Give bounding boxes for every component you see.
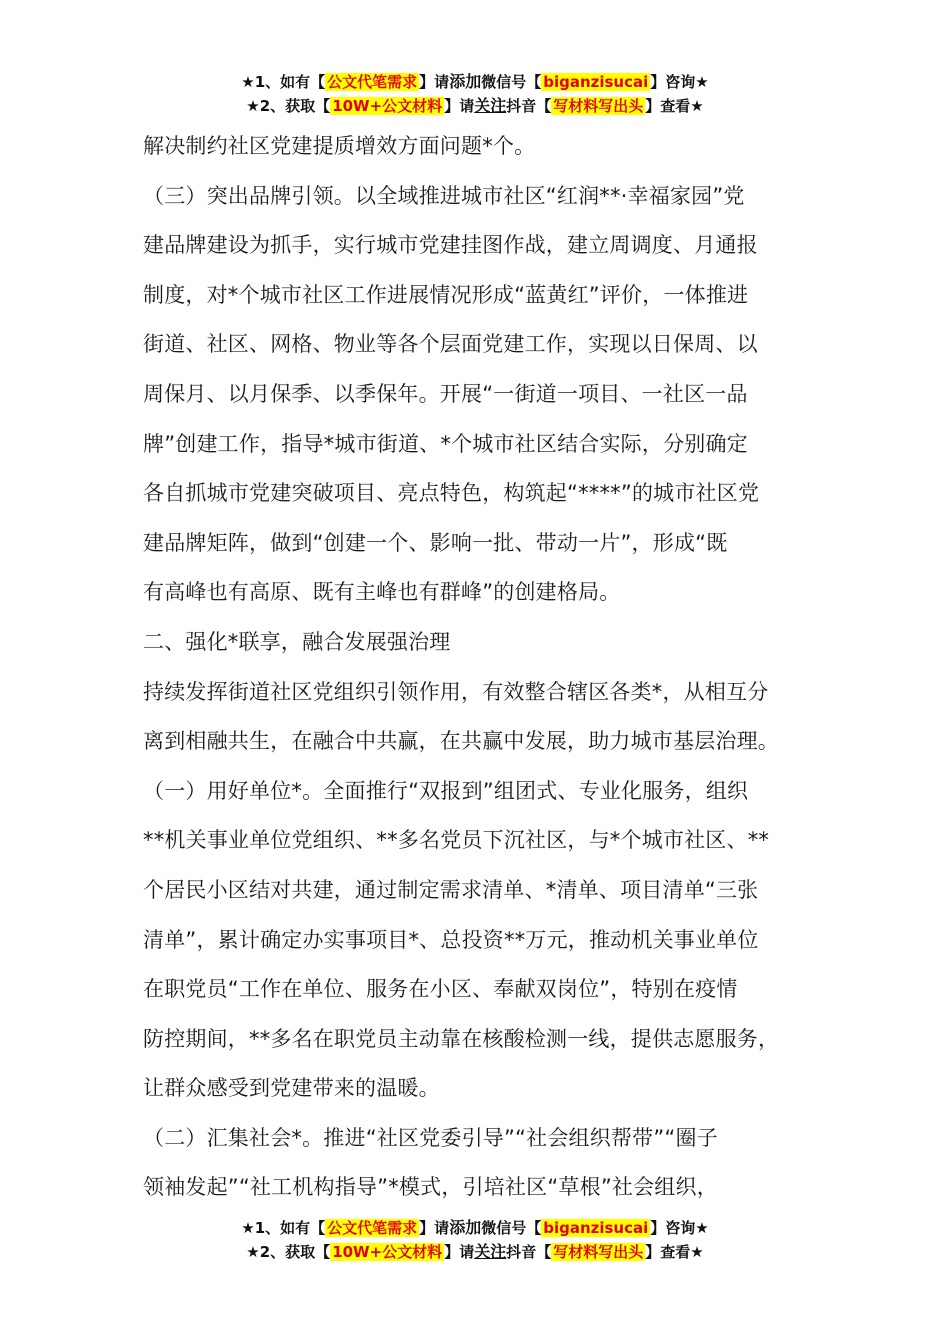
banner-text: 】咨询★ xyxy=(650,73,709,91)
text-line: 牌”创建工作，指导*城市街道、*个城市社区结合实际，分别确定 xyxy=(143,431,748,456)
banner-text: 】请 xyxy=(419,1219,450,1237)
banner-text: 微信号【 xyxy=(481,1219,542,1237)
banner-text: 】查看★ xyxy=(645,97,704,115)
text-line: 在职党员“工作在单位、服务在小区、奉献双岗位”，特别在疫情 xyxy=(143,977,738,1002)
banner-text: 抖音【 xyxy=(506,97,552,115)
text-line: 建品牌矩阵，做到“创建一个、影响一批、带动一片”，形成“既 xyxy=(143,530,728,555)
text-line: 离到相融共生，在融合中共赢，在共赢中发展，助力城市基层治理。 xyxy=(143,729,779,754)
emphasis-text: 关注 xyxy=(474,96,507,115)
footer-banner xyxy=(0,1216,950,1264)
highlight-text: 公文代笔需求 xyxy=(327,1219,418,1237)
text-line: **机关事业单位党组织、**多名党员下沉社区，与*个城市社区、** xyxy=(143,828,770,853)
banner-line-2 xyxy=(0,1240,950,1264)
banner-text: 】咨询★ xyxy=(650,1219,709,1237)
text-line: （一）用好单位*。全面推行“双报到”组团式、专业化服务，组织 xyxy=(143,778,749,803)
text-line: （二）汇集社会*。推进“社区党委引导”“社会组织帮带”“圈子 xyxy=(143,1125,718,1150)
banner-text: 微信号【 xyxy=(481,73,542,91)
banner-text: ★2、获取【 xyxy=(246,97,331,115)
banner-text: 抖音【 xyxy=(506,1243,552,1261)
banner-line-1 xyxy=(0,70,950,94)
wechat-id: biganzisucai xyxy=(543,1219,649,1237)
text-line: 让群众感受到党建带来的温暖。 xyxy=(143,1076,440,1101)
emphasis-text: 添加 xyxy=(449,72,482,91)
document-body xyxy=(143,122,815,1213)
wechat-id: biganzisucai xyxy=(543,73,649,91)
text-line: 周保月、以月保季、以季保年。开展“一街道一项目、一社区一品 xyxy=(143,381,748,406)
banner-text: ★1、如有【 xyxy=(241,1219,326,1237)
douyin-account: 写材料写出头 xyxy=(553,1243,644,1261)
text-line: 持续发挥街道社区党组织引领作用，有效整合辖区各类*，从相互分 xyxy=(143,679,769,704)
text-line: 个居民小区结对共建，通过制定需求清单、*清单、项目清单“三张 xyxy=(143,877,759,902)
text-line: 街道、社区、网格、物业等各个层面党建工作，实现以日保周、以 xyxy=(143,332,758,357)
banner-text: 】请 xyxy=(444,1243,475,1261)
banner-line-1 xyxy=(0,1216,950,1240)
banner-text: 】查看★ xyxy=(645,1243,704,1261)
banner-text: 】请 xyxy=(419,73,450,91)
douyin-account: 写材料写出头 xyxy=(553,97,644,115)
text-line: 各自抓城市党建突破项目、亮点特色，构筑起“****”的城市社区党 xyxy=(143,481,760,506)
banner-text: ★2、获取【 xyxy=(246,1243,331,1261)
highlight-text: 10W+公文材料 xyxy=(332,97,443,115)
text-line: 清单”，累计确定办实事项目*、总投资**万元，推动机关事业单位 xyxy=(143,927,759,952)
text-line: 领袖发起”“社工机构指导”*模式，引培社区“草根”社会组织， xyxy=(143,1175,718,1200)
header-banner xyxy=(0,70,950,118)
text-line: 建品牌建设为抓手，实行城市党建挂图作战，建立周调度、月通报 xyxy=(143,233,758,258)
highlight-text: 10W+公文材料 xyxy=(332,1243,443,1261)
banner-text: 】请 xyxy=(444,97,475,115)
text-line: 有高峰也有高原、既有主峰也有群峰”的创建格局。 xyxy=(143,580,621,605)
text-line: 防控期间，**多名在职党员主动靠在核酸检测一线，提供志愿服务， xyxy=(143,1026,780,1051)
emphasis-text: 添加 xyxy=(449,1218,482,1237)
text-line: 解决制约社区党建提质增效方面问题*个。 xyxy=(143,134,536,158)
text-line: （三）突出品牌引领。以全域推进城市社区“红润**·幸福家园”党 xyxy=(143,183,745,208)
emphasis-text: 关注 xyxy=(474,1242,507,1261)
highlight-text: 公文代笔需求 xyxy=(327,73,418,91)
banner-text: ★1、如有【 xyxy=(241,73,326,91)
text-line: 制度，对*个城市社区工作进展情况形成“蓝黄红”评价，一体推进 xyxy=(143,282,749,307)
section-heading: 二、强化*联享，融合发展强治理 xyxy=(143,629,451,654)
banner-line-2 xyxy=(0,94,950,118)
